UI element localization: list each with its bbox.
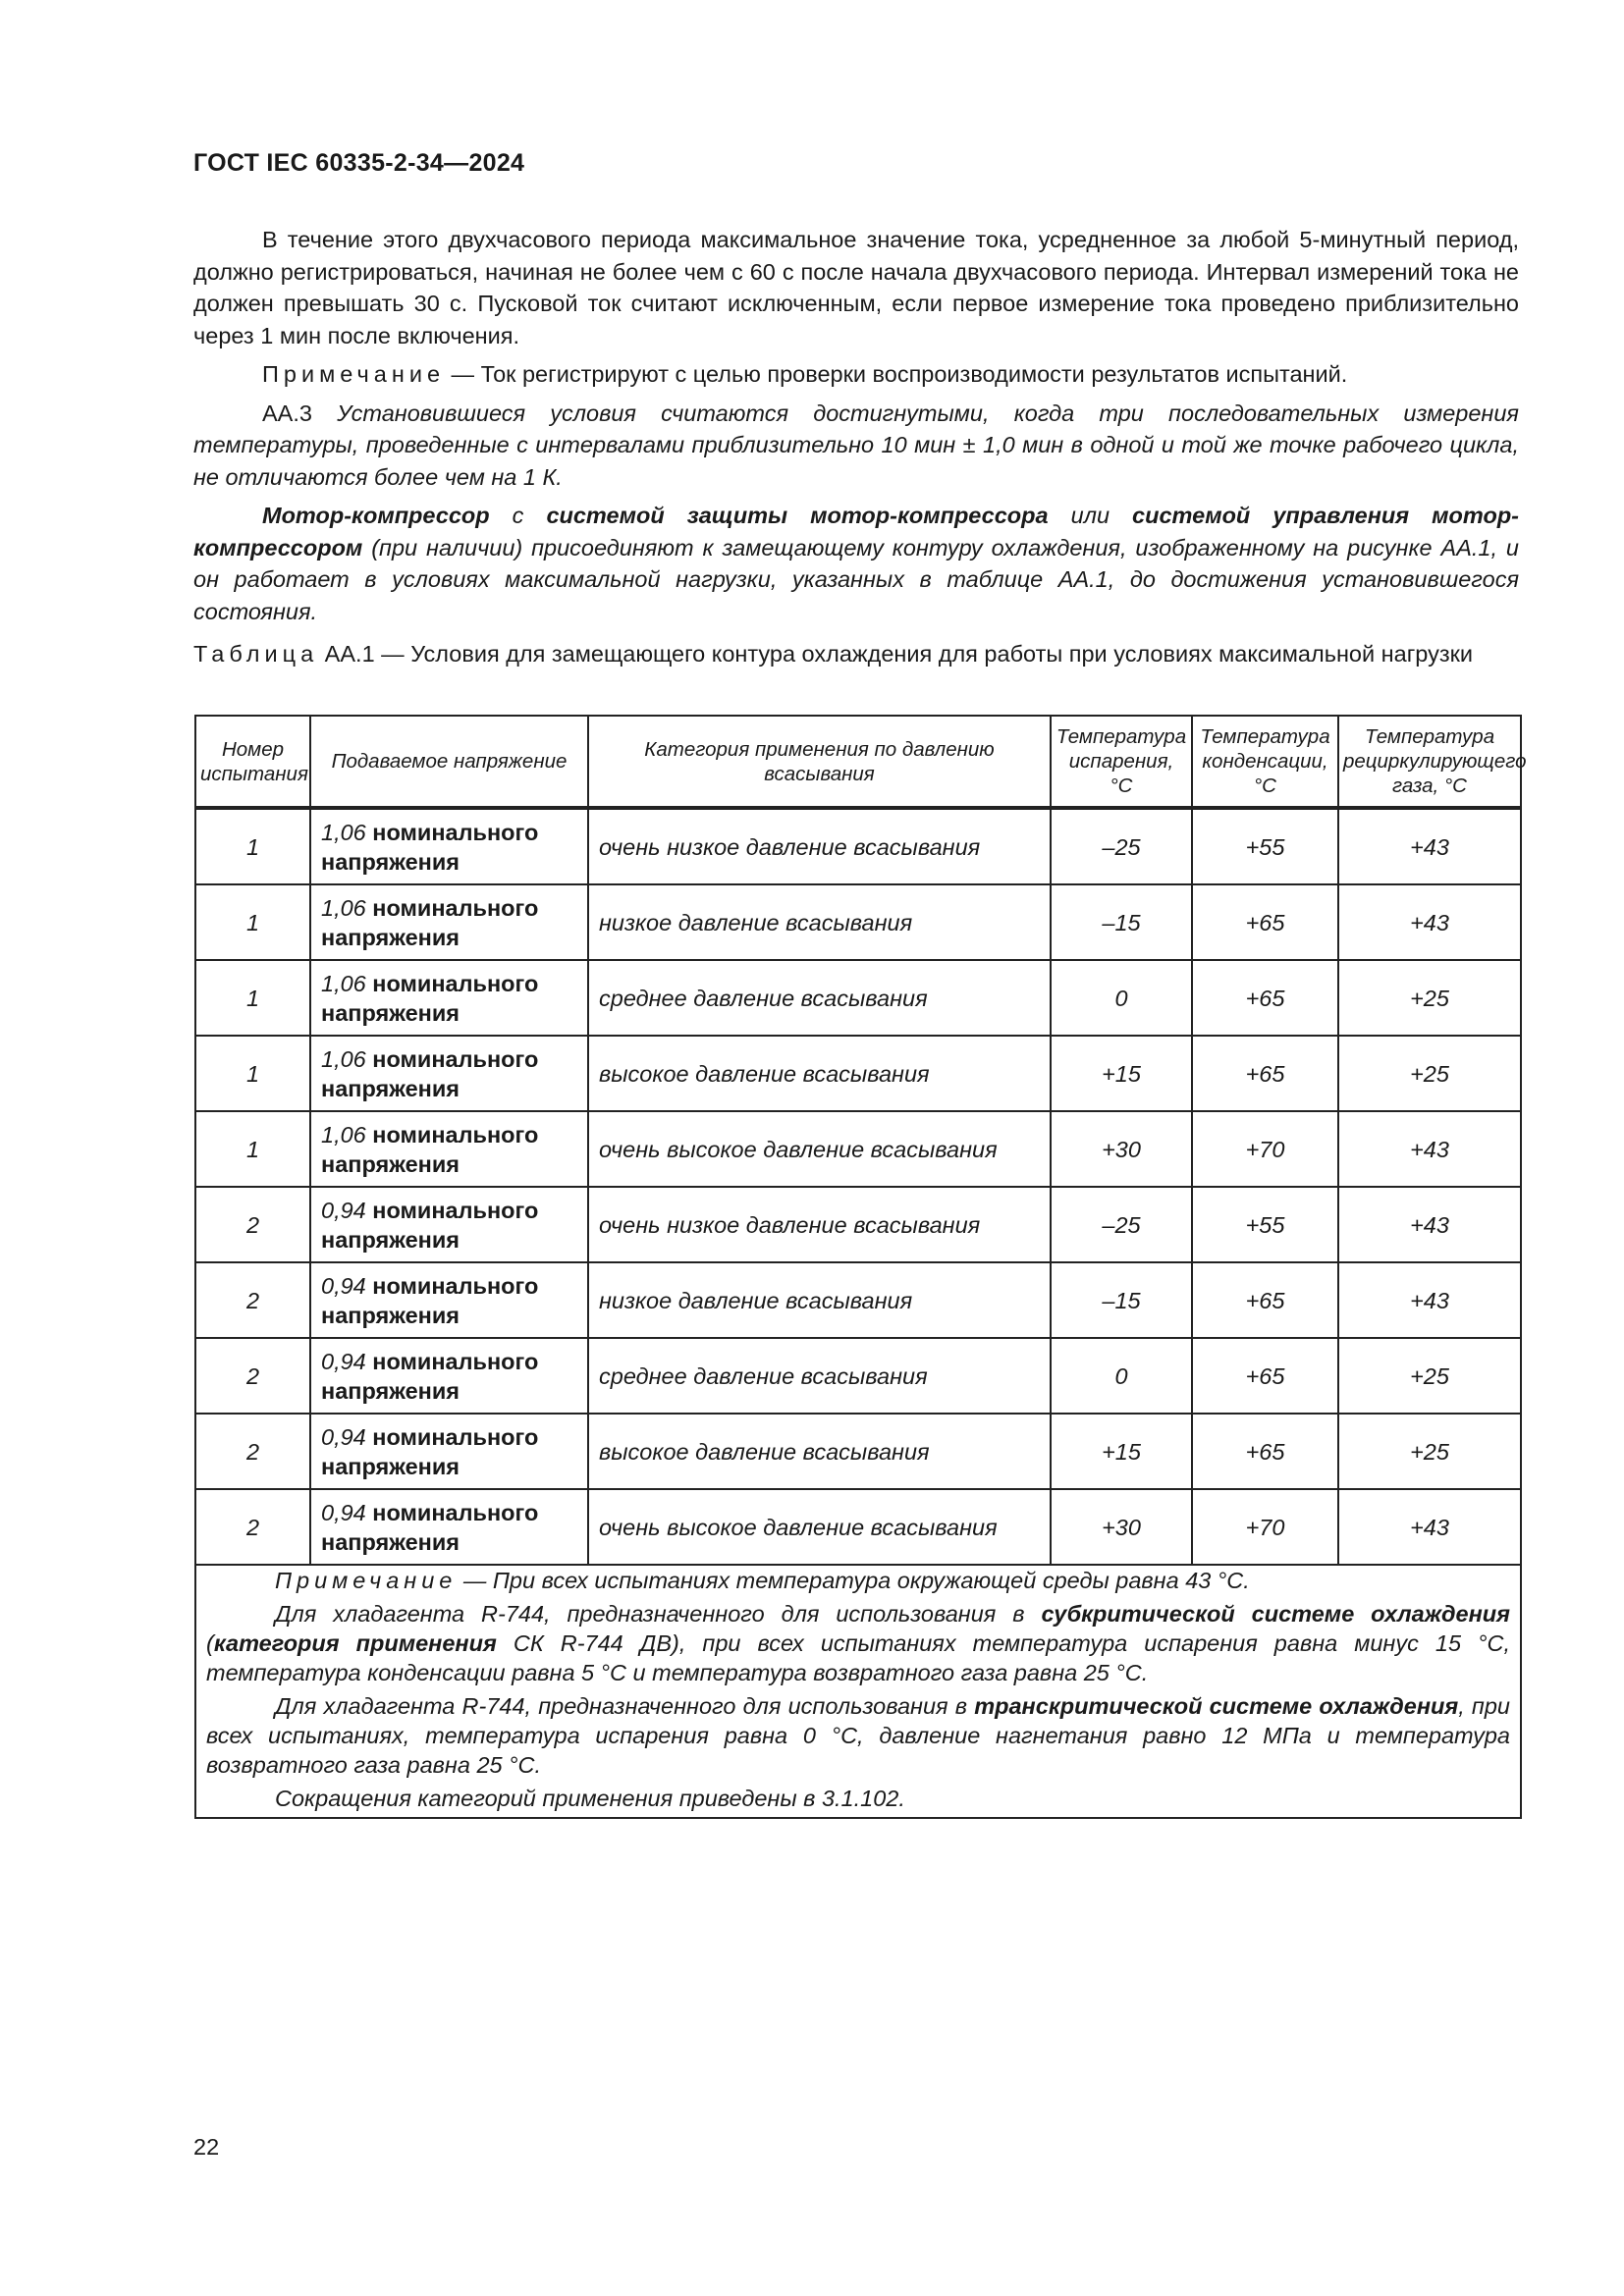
voltage-factor: 1,06 xyxy=(321,1121,366,1148)
cell-recirculating-gas-temp: +43 xyxy=(1338,884,1521,960)
table-note-1 xyxy=(206,1566,1510,1595)
cell-recirculating-gas-temp: +25 xyxy=(1338,1036,1521,1111)
voltage-word: номинального напряжения xyxy=(321,1499,539,1555)
table-row xyxy=(195,1414,1521,1489)
text-fragment: Для хладагента R-744, предназначенного для использования в xyxy=(275,1601,1042,1627)
table-row xyxy=(195,1262,1521,1338)
cell-voltage xyxy=(310,1414,588,1489)
voltage-factor: 0,94 xyxy=(321,1197,366,1223)
term-transcritical-system: транскритической системе охлаждения xyxy=(974,1693,1459,1719)
cell-condensation-temp: +65 xyxy=(1192,1036,1338,1111)
cell-voltage xyxy=(310,1036,588,1111)
clause-text: Установившиеся условия считаются достигнутыми, когда три последовательных измерения температуры, проведенные с интервалами приблизительно 10 мин ± 1,0 мин в одной и той же точке рабочего цикла, не отличаются более чем на 1 К. xyxy=(193,400,1519,490)
cell-test-number: 2 xyxy=(195,1338,310,1414)
voltage-word: номинального напряжения xyxy=(321,970,539,1026)
cell-evaporation-temp: +30 xyxy=(1051,1489,1192,1565)
cell-test-number: 1 xyxy=(195,1036,310,1111)
voltage-word: номинального напряжения xyxy=(321,1197,539,1253)
term-subcritical-system: субкритической системе охлаждения xyxy=(1041,1601,1510,1627)
voltage-word: номинального напряжения xyxy=(321,1348,539,1404)
text-fragment: СК R-744 ДВ), при всех испытаниях температура испарения равна минус 15 °С, температура конденсации равна 5 °С и температура возвратного газа равна 25 °С. xyxy=(206,1630,1510,1685)
cell-category: низкое давление всасывания xyxy=(588,1262,1051,1338)
cell-evaporation-temp: +15 xyxy=(1051,1414,1192,1489)
term-motor-compressor: Мотор-компрессор xyxy=(262,503,490,528)
table-row xyxy=(195,1187,1521,1262)
voltage-word: номинального напряжения xyxy=(321,894,539,950)
table-row xyxy=(195,808,1521,884)
voltage-word: номинального напряжения xyxy=(321,1045,539,1101)
cell-evaporation-temp: 0 xyxy=(1051,1338,1192,1414)
paragraph-motor-compressor xyxy=(193,500,1519,627)
cell-test-number: 1 xyxy=(195,1111,310,1187)
table-notes xyxy=(195,1565,1521,1818)
table-note-3 xyxy=(206,1691,1510,1780)
cell-voltage xyxy=(310,1262,588,1338)
cell-test-number: 2 xyxy=(195,1262,310,1338)
voltage-word: номинального напряжения xyxy=(321,1121,539,1177)
header-category: Категория применения по давлению всасывания xyxy=(588,716,1051,808)
paragraph-current-measurement: В течение этого двухчасового периода максимальное значение тока, усредненное за любой 5-минутный период, должно регистрироваться, начиная не более чем с 60 с после начала двухчасового периода. Интервал измерений тока не должен превышать 30 с. Пусковой ток считают исключенным, если первое измерение тока проведено приблизительно через 1 мин после включения. xyxy=(193,227,1519,348)
cell-voltage xyxy=(310,1489,588,1565)
cell-category: очень высокое давление всасывания xyxy=(588,1489,1051,1565)
cell-recirculating-gas-temp: +43 xyxy=(1338,1262,1521,1338)
term-control-system: системой управления мотор-компрессором xyxy=(193,503,1520,561)
cell-category: высокое давление всасывания xyxy=(588,1036,1051,1111)
cell-test-number: 2 xyxy=(195,1187,310,1262)
voltage-word: номинального напряжения xyxy=(321,1272,539,1328)
voltage-factor: 0,94 xyxy=(321,1348,366,1374)
cell-category: очень низкое давление всасывания xyxy=(588,808,1051,884)
cell-test-number: 1 xyxy=(195,960,310,1036)
table-note-label: Примечание xyxy=(275,1568,458,1593)
cell-recirculating-gas-temp: +25 xyxy=(1338,1414,1521,1489)
cell-voltage xyxy=(310,1338,588,1414)
text-fragment: — При всех испытаниях температура окружающей среды равна 43 °С. xyxy=(457,1568,1250,1593)
cell-voltage xyxy=(310,808,588,884)
term-application-category: категория применения xyxy=(213,1630,497,1656)
cell-category: среднее давление всасывания xyxy=(588,1338,1051,1414)
cell-voltage xyxy=(310,960,588,1036)
cell-recirculating-gas-temp: +43 xyxy=(1338,1489,1521,1565)
table-caption-text: АА.1 — Условия для замещающего контура охлаждения для работы при условиях максимальной нагрузки xyxy=(318,641,1474,667)
cell-condensation-temp: +65 xyxy=(1192,884,1338,960)
cell-evaporation-temp: –15 xyxy=(1051,1262,1192,1338)
cell-category: низкое давление всасывания xyxy=(588,884,1051,960)
cell-condensation-temp: +65 xyxy=(1192,1414,1338,1489)
cell-condensation-temp: +70 xyxy=(1192,1489,1338,1565)
voltage-factor: 0,94 xyxy=(321,1272,366,1299)
paragraph-aa3 xyxy=(193,398,1519,494)
note-label: Примечание xyxy=(262,361,446,387)
header-evaporation-temp: Температура испарения, °С xyxy=(1051,716,1192,808)
cell-test-number: 1 xyxy=(195,808,310,884)
table-row xyxy=(195,1489,1521,1565)
cell-condensation-temp: +65 xyxy=(1192,1262,1338,1338)
text-fragment: или xyxy=(1048,503,1133,528)
body-text xyxy=(193,224,1519,634)
cell-recirculating-gas-temp: +43 xyxy=(1338,1111,1521,1187)
clause-number: АА.3 xyxy=(262,400,338,426)
table-row xyxy=(195,1111,1521,1187)
table-caption xyxy=(193,638,1519,670)
table-notes-row xyxy=(195,1565,1521,1818)
voltage-word: номинального напряжения xyxy=(321,1423,539,1479)
cell-condensation-temp: +55 xyxy=(1192,1187,1338,1262)
cell-evaporation-temp: +15 xyxy=(1051,1036,1192,1111)
header-voltage: Подаваемое напряжение xyxy=(310,716,588,808)
cell-evaporation-temp: –25 xyxy=(1051,1187,1192,1262)
cell-test-number: 2 xyxy=(195,1414,310,1489)
cell-evaporation-temp: +30 xyxy=(1051,1111,1192,1187)
text-fragment: (при наличии) присоединяют к замещающему контуру охлаждения, изображенному на рисунке АА.1, и он работает в условиях максимальной нагрузки, указанных в таблице АА.1, до достижения установившегося состояния. xyxy=(193,534,1519,624)
voltage-factor: 1,06 xyxy=(321,819,366,845)
voltage-factor: 1,06 xyxy=(321,1045,366,1072)
table-row xyxy=(195,1338,1521,1414)
table-row xyxy=(195,960,1521,1036)
cell-category: очень высокое давление всасывания xyxy=(588,1111,1051,1187)
cell-recirculating-gas-temp: +43 xyxy=(1338,1187,1521,1262)
cell-voltage xyxy=(310,1187,588,1262)
cell-test-number: 2 xyxy=(195,1489,310,1565)
table-caption-label: Таблица xyxy=(193,641,319,667)
header-condensation-temp: Температура конденсации, °С xyxy=(1192,716,1338,808)
table-note-2 xyxy=(206,1599,1510,1687)
header-test-number: Номер испытания xyxy=(195,716,310,808)
note-paragraph xyxy=(193,358,1519,391)
note-text: — Ток регистрируют с целью проверки воспроизводимости результатов испытаний. xyxy=(445,361,1348,387)
text-fragment: , при всех испытаниях, температура испарения равна 0 °С, давление нагнетания равно 12 МПа и температура возвратного газа равна 25 °С. xyxy=(206,1693,1510,1778)
text-fragment: ( xyxy=(206,1630,214,1656)
cell-evaporation-temp: 0 xyxy=(1051,960,1192,1036)
cell-recirculating-gas-temp: +25 xyxy=(1338,960,1521,1036)
voltage-factor: 0,94 xyxy=(321,1423,366,1450)
voltage-factor: 0,94 xyxy=(321,1499,366,1525)
header-recirculating-gas-temp: Температура рециркулирующего газа, °С xyxy=(1338,716,1521,808)
cell-category: высокое давление всасывания xyxy=(588,1414,1051,1489)
term-protection-system: системой защиты мотор-компрессора xyxy=(546,503,1049,528)
text-fragment: Для хладагента R-744, предназначенного для использования в xyxy=(275,1693,975,1719)
cell-voltage xyxy=(310,1111,588,1187)
table-note-4: Сокращения категорий применения приведены в 3.1.102. xyxy=(275,1786,905,1811)
cell-test-number: 1 xyxy=(195,884,310,960)
cell-condensation-temp: +55 xyxy=(1192,808,1338,884)
cell-condensation-temp: +65 xyxy=(1192,1338,1338,1414)
cell-recirculating-gas-temp: +43 xyxy=(1338,808,1521,884)
cell-category: очень низкое давление всасывания xyxy=(588,1187,1051,1262)
cell-evaporation-temp: –25 xyxy=(1051,808,1192,884)
conditions-table xyxy=(194,715,1527,1819)
document-header: ГОСТ IEC 60335-2-34—2024 xyxy=(193,149,525,177)
table-header-row xyxy=(195,716,1521,808)
table-row xyxy=(195,1036,1521,1111)
cell-category: среднее давление всасывания xyxy=(588,960,1051,1036)
voltage-word: номинального напряжения xyxy=(321,819,539,875)
cell-condensation-temp: +70 xyxy=(1192,1111,1338,1187)
voltage-factor: 1,06 xyxy=(321,894,366,921)
page-number: 22 xyxy=(193,2134,220,2160)
table-row xyxy=(195,884,1521,960)
cell-recirculating-gas-temp: +25 xyxy=(1338,1338,1521,1414)
text-fragment: с xyxy=(489,503,547,528)
cell-evaporation-temp: –15 xyxy=(1051,884,1192,960)
cell-condensation-temp: +65 xyxy=(1192,960,1338,1036)
cell-voltage xyxy=(310,884,588,960)
voltage-factor: 1,06 xyxy=(321,970,366,996)
